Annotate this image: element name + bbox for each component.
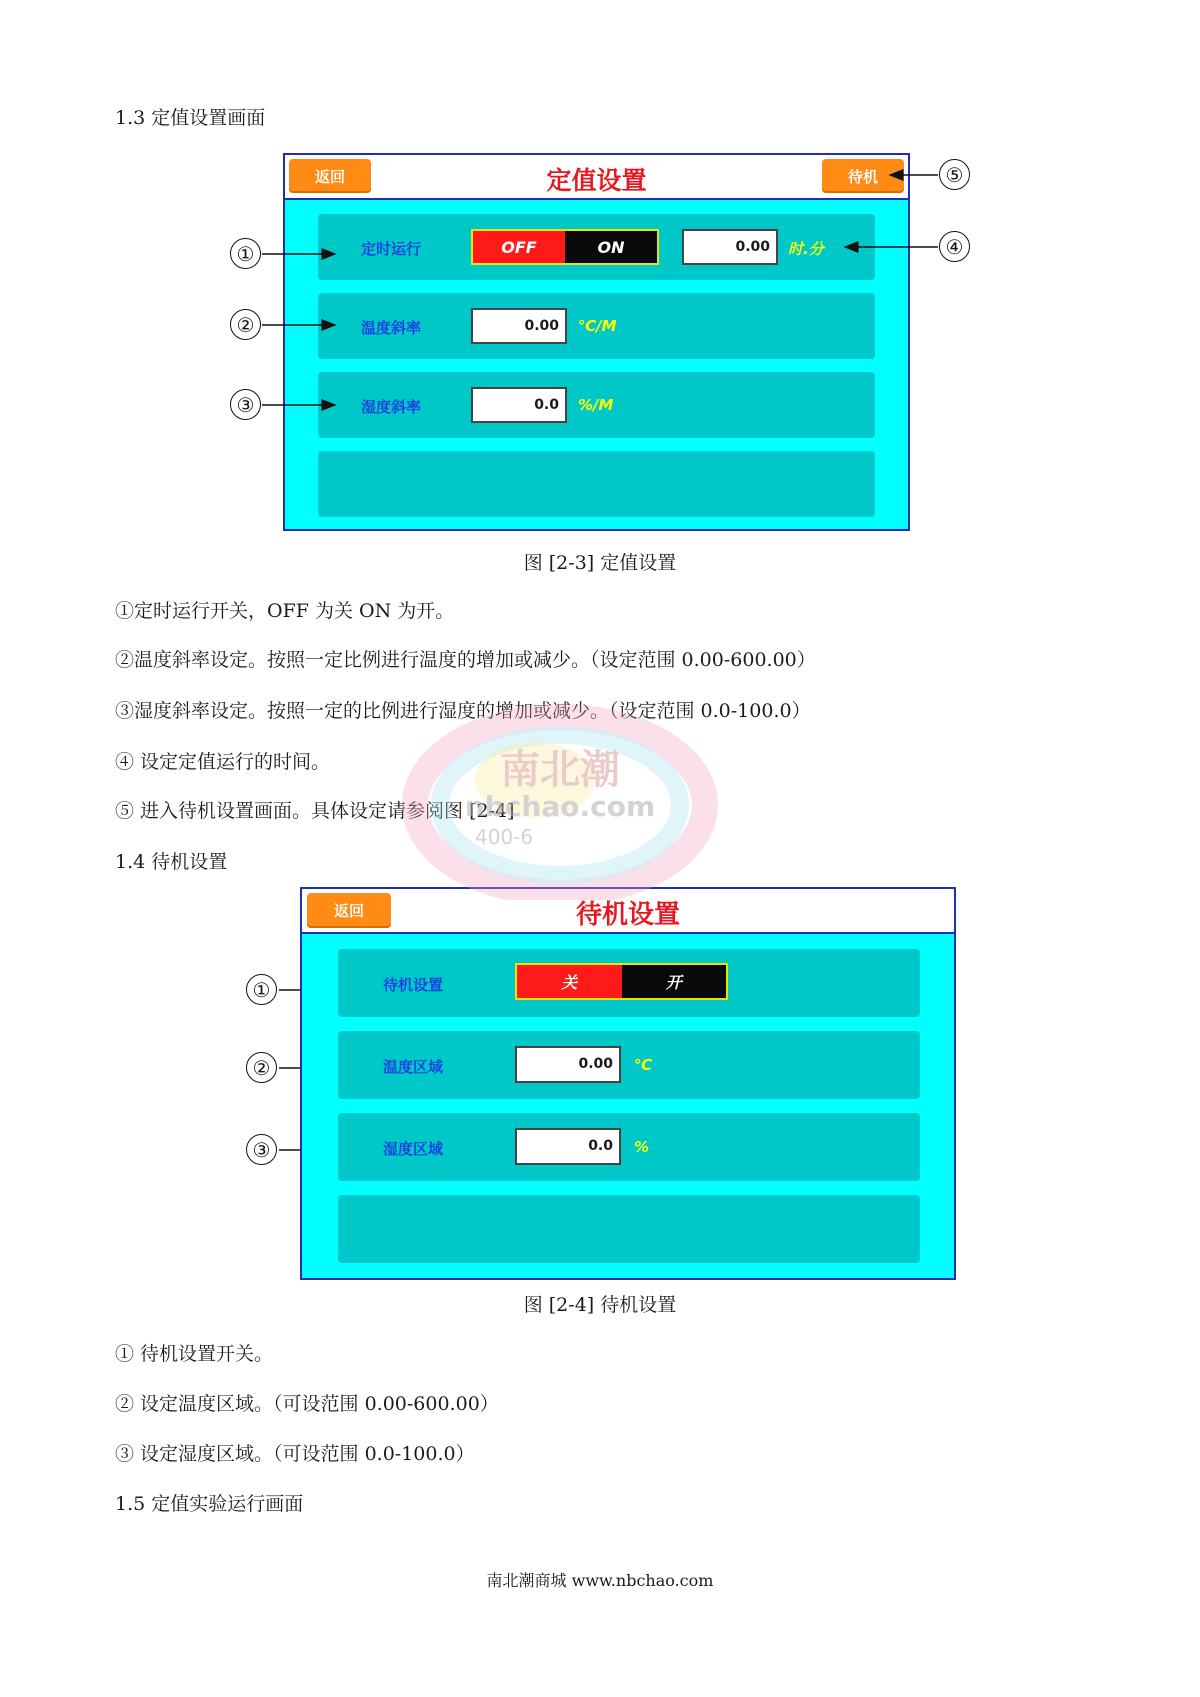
humidity-zone-unit: % bbox=[634, 1138, 650, 1156]
standby-label: 待机设置 bbox=[383, 976, 444, 994]
note-2-2: ② 设定温度区域。（可设范围 0.00-600.00） bbox=[115, 1393, 499, 1415]
standby-button[interactable]: 待机 bbox=[822, 159, 904, 193]
callout-1: ① bbox=[246, 974, 277, 1005]
timed-run-label: 定时运行 bbox=[361, 240, 422, 258]
watermark-phone: 400-6 bbox=[475, 825, 534, 849]
watermark-logo bbox=[395, 700, 725, 900]
run-time-unit: 时.分 bbox=[788, 240, 824, 258]
callout-5: ⑤ bbox=[939, 159, 970, 190]
screen-title: 待机设置 bbox=[575, 900, 680, 930]
section-heading-1-3: 1.3 定值设置画面 bbox=[115, 107, 266, 129]
back-button[interactable]: 返回 bbox=[307, 893, 391, 928]
page-footer: 南北潮商城 www.nbchao.com bbox=[486, 1571, 714, 1590]
humidity-slope-label: 湿度斜率 bbox=[361, 398, 422, 416]
callout-1: ① bbox=[230, 238, 261, 269]
screen-title: 定值设置 bbox=[546, 166, 647, 195]
note-1-3: ③湿度斜率设定。按照一定的比例进行湿度的增加或减少。（设定范围 0.0-100.0） bbox=[115, 700, 811, 722]
empty-row bbox=[338, 1195, 920, 1263]
humidity-slope-input[interactable]: 0.0 bbox=[471, 387, 567, 423]
watermark-domain: nbchao.com bbox=[464, 790, 656, 823]
run-time-input[interactable]: 0.00 bbox=[682, 229, 778, 265]
temperature-slope-label: 温度斜率 bbox=[361, 319, 422, 337]
note-2-1: ① 待机设置开关。 bbox=[115, 1343, 274, 1365]
temperature-zone-row bbox=[338, 1031, 920, 1099]
temperature-zone-input[interactable]: 0.00 bbox=[515, 1046, 621, 1083]
humidity-slope-unit: %/M bbox=[578, 396, 614, 414]
toggle-on-segment[interactable]: ON bbox=[565, 231, 657, 263]
humidity-zone-row bbox=[338, 1113, 920, 1181]
note-1-4: ④ 设定定值运行的时间。 bbox=[115, 751, 331, 773]
humidity-zone-label: 湿度区域 bbox=[383, 1140, 444, 1158]
figure-caption-2-3: 图 [2-3] 定值设置 bbox=[523, 552, 677, 574]
temperature-zone-unit: ℃ bbox=[634, 1056, 653, 1074]
note-1-5: ⑤ 进入待机设置画面。具体设定请参阅图 [2-4] bbox=[115, 800, 515, 822]
watermark-name: 南北潮 bbox=[500, 747, 620, 793]
toggle-off-segment[interactable]: OFF bbox=[473, 231, 565, 263]
standby-settings-screen bbox=[300, 887, 956, 1280]
callout-2: ② bbox=[230, 309, 261, 340]
note-1-2: ②温度斜率设定。按照一定比例进行温度的增加或减少。（设定范围 0.00-600.00） bbox=[115, 649, 816, 671]
note-1-1: ①定时运行开关，OFF 为关 ON 为开。 bbox=[115, 600, 455, 622]
toggle-off-segment[interactable]: 关 bbox=[517, 965, 622, 998]
back-button[interactable]: 返回 bbox=[289, 159, 371, 193]
note-2-3: ③ 设定湿度区域。（可设范围 0.0-100.0） bbox=[115, 1443, 475, 1465]
callout-3: ③ bbox=[246, 1134, 277, 1165]
temperature-zone-label: 温度区域 bbox=[383, 1058, 444, 1076]
section-heading-1-4: 1.4 待机设置 bbox=[115, 851, 228, 873]
standby-row bbox=[338, 949, 920, 1017]
temperature-slope-unit: ℃/M bbox=[578, 317, 617, 335]
callout-2: ② bbox=[246, 1052, 277, 1083]
standby-toggle[interactable] bbox=[515, 963, 728, 1000]
callout-4: ④ bbox=[939, 231, 970, 262]
humidity-zone-input[interactable]: 0.0 bbox=[515, 1128, 621, 1165]
figure-caption-2-4: 图 [2-4] 待机设置 bbox=[523, 1294, 677, 1316]
toggle-on-segment[interactable]: 开 bbox=[622, 965, 727, 998]
temperature-slope-input[interactable]: 0.00 bbox=[471, 308, 567, 344]
section-heading-1-5: 1.5 定值实验运行画面 bbox=[115, 1493, 304, 1515]
callout-3: ③ bbox=[230, 389, 261, 420]
